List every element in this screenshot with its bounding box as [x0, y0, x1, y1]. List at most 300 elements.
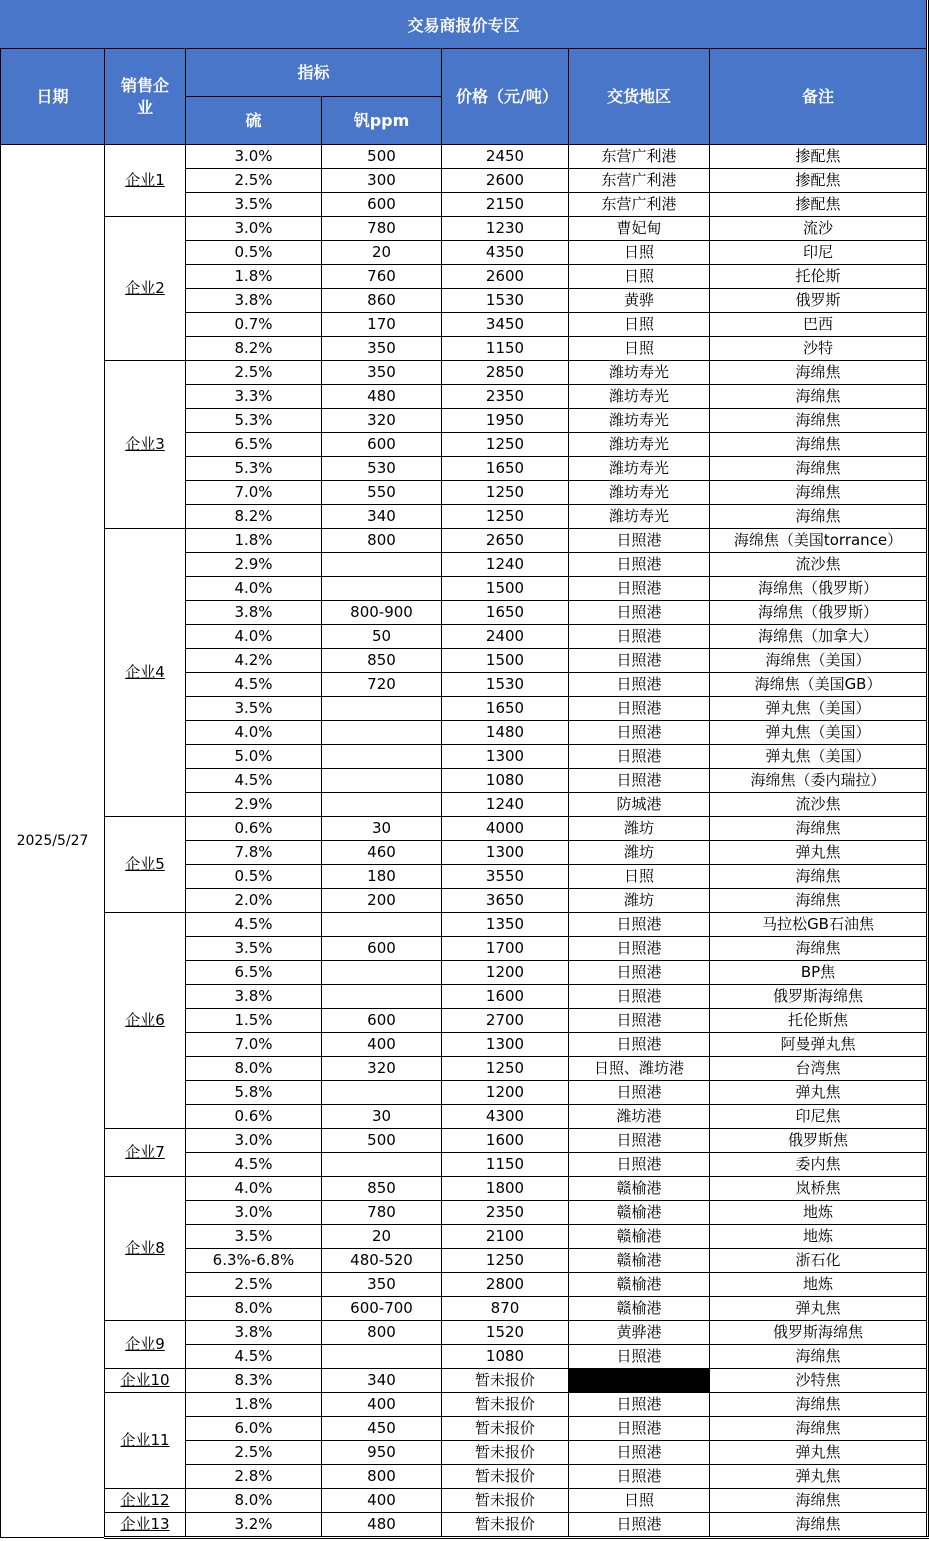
company-cell: 企业1: [105, 145, 186, 217]
sulfur-cell: 8.3%: [186, 1369, 322, 1393]
sulfur-cell: 3.0%: [186, 217, 322, 241]
price-cell: 1250: [442, 505, 569, 529]
remarks-cell: 地炼: [710, 1201, 928, 1225]
company-cell: 企业13: [105, 1513, 186, 1538]
table-row: [1, 217, 928, 241]
vanadium-cell: 800: [322, 1321, 442, 1345]
vanadium-cell: 600: [322, 937, 442, 961]
sulfur-cell: 3.8%: [186, 985, 322, 1009]
remarks-cell: 阿曼弹丸焦: [710, 1033, 928, 1057]
location-cell: 日照: [569, 337, 710, 361]
vanadium-cell: 340: [322, 1369, 442, 1393]
sulfur-cell: 1.8%: [186, 529, 322, 553]
header-company: 销售企业: [105, 49, 186, 145]
sulfur-cell: 4.0%: [186, 577, 322, 601]
vanadium-cell: 320: [322, 1057, 442, 1081]
sulfur-cell: 2.9%: [186, 553, 322, 577]
price-cell: 2600: [442, 169, 569, 193]
price-cell: 1200: [442, 1081, 569, 1105]
vanadium-cell: [322, 793, 442, 817]
location-cell: 日照港: [569, 1513, 710, 1538]
price-cell: 1240: [442, 553, 569, 577]
location-cell: 赣榆港: [569, 1225, 710, 1249]
location-cell: 日照港: [569, 1465, 710, 1489]
vanadium-cell: [322, 553, 442, 577]
table-row: [1, 1393, 928, 1417]
remarks-cell: 海绵焦: [710, 505, 928, 529]
remarks-cell: 海绵焦: [710, 1513, 928, 1538]
vanadium-cell: 860: [322, 289, 442, 313]
sulfur-cell: 3.5%: [186, 937, 322, 961]
location-cell: 日照港: [569, 745, 710, 769]
location-cell: 日照港: [569, 769, 710, 793]
price-cell: 1300: [442, 841, 569, 865]
vanadium-cell: 800: [322, 1465, 442, 1489]
remarks-cell: 岚桥焦: [710, 1177, 928, 1201]
location-cell: 潍坊寿光: [569, 505, 710, 529]
price-cell: 1480: [442, 721, 569, 745]
location-cell: 潍坊寿光: [569, 361, 710, 385]
price-cell: 4350: [442, 241, 569, 265]
location-cell: 日照港: [569, 625, 710, 649]
company-cell: 企业12: [105, 1489, 186, 1513]
location-cell: 日照港: [569, 1009, 710, 1033]
price-cell: 2650: [442, 529, 569, 553]
price-cell: 暂未报价: [442, 1513, 569, 1538]
price-cell: 1650: [442, 697, 569, 721]
remarks-cell: 海绵焦: [710, 1417, 928, 1441]
location-cell: 赣榆港: [569, 1297, 710, 1321]
location-cell: 赣榆港: [569, 1177, 710, 1201]
location-cell: 日照: [569, 1489, 710, 1513]
price-cell: 1600: [442, 985, 569, 1009]
vanadium-cell: 20: [322, 1225, 442, 1249]
sulfur-cell: 4.0%: [186, 625, 322, 649]
sulfur-cell: 8.2%: [186, 337, 322, 361]
remarks-cell: BP焦: [710, 961, 928, 985]
vanadium-cell: 350: [322, 1273, 442, 1297]
price-cell: 1800: [442, 1177, 569, 1201]
sulfur-cell: 1.8%: [186, 265, 322, 289]
location-cell: 日照港: [569, 529, 710, 553]
price-cell: 3450: [442, 313, 569, 337]
sulfur-cell: 2.5%: [186, 1441, 322, 1465]
sulfur-cell: 2.5%: [186, 361, 322, 385]
sulfur-cell: 2.5%: [186, 169, 322, 193]
vanadium-cell: 800-900: [322, 601, 442, 625]
price-cell: 4300: [442, 1105, 569, 1129]
sulfur-cell: 3.8%: [186, 289, 322, 313]
location-cell: 日照港: [569, 1417, 710, 1441]
remarks-cell: 海绵焦: [710, 433, 928, 457]
sulfur-cell: 5.3%: [186, 457, 322, 481]
vanadium-cell: 30: [322, 1105, 442, 1129]
remarks-cell: 托伦斯: [710, 265, 928, 289]
remarks-cell: 巴西: [710, 313, 928, 337]
location-cell: 日照港: [569, 721, 710, 745]
table-row: [1, 145, 928, 169]
vanadium-cell: 780: [322, 217, 442, 241]
vanadium-cell: 50: [322, 625, 442, 649]
sulfur-cell: 3.5%: [186, 1225, 322, 1249]
remarks-cell: 海绵焦（加拿大）: [710, 625, 928, 649]
location-cell: 防城港: [569, 793, 710, 817]
price-cell: 1250: [442, 1057, 569, 1081]
company-cell: 企业9: [105, 1321, 186, 1369]
location-cell: 日照港: [569, 553, 710, 577]
remarks-cell: 海绵焦（美国torrance）: [710, 529, 928, 553]
vanadium-cell: 850: [322, 1177, 442, 1201]
remarks-cell: 流沙焦: [710, 553, 928, 577]
vanadium-cell: 180: [322, 865, 442, 889]
sulfur-cell: 2.8%: [186, 1465, 322, 1489]
table-row: [1, 1177, 928, 1201]
sulfur-cell: 2.9%: [186, 793, 322, 817]
remarks-cell: 海绵焦: [710, 889, 928, 913]
vanadium-cell: 30: [322, 817, 442, 841]
company-cell: 企业6: [105, 913, 186, 1129]
remarks-cell: 海绵焦: [710, 1345, 928, 1369]
remarks-cell: 海绵焦: [710, 385, 928, 409]
price-cell: 2800: [442, 1273, 569, 1297]
location-cell: 日照港: [569, 913, 710, 937]
location-cell: 日照港: [569, 1033, 710, 1057]
vanadium-cell: 170: [322, 313, 442, 337]
location-cell: 黄骅: [569, 289, 710, 313]
location-cell: 日照: [569, 241, 710, 265]
header-location: 交货地区: [569, 49, 710, 145]
vanadium-cell: 480-520: [322, 1249, 442, 1273]
remarks-cell: 海绵焦: [710, 481, 928, 505]
location-cell: 日照: [569, 313, 710, 337]
remarks-cell: 浙石化: [710, 1249, 928, 1273]
price-cell: 1600: [442, 1129, 569, 1153]
sulfur-cell: 7.0%: [186, 1033, 322, 1057]
location-cell: 潍坊寿光: [569, 457, 710, 481]
price-cell: 1300: [442, 1033, 569, 1057]
sulfur-cell: 0.5%: [186, 865, 322, 889]
price-cell: 1200: [442, 961, 569, 985]
location-cell: 日照港: [569, 577, 710, 601]
location-cell: 曹妃甸: [569, 217, 710, 241]
price-cell: 1650: [442, 457, 569, 481]
vanadium-cell: 600: [322, 1009, 442, 1033]
vanadium-cell: 320: [322, 409, 442, 433]
location-cell: 日照: [569, 865, 710, 889]
price-cell: 1650: [442, 601, 569, 625]
vanadium-cell: [322, 745, 442, 769]
remarks-cell: 弹丸焦（美国）: [710, 697, 928, 721]
location-cell: 东营广利港: [569, 169, 710, 193]
sulfur-cell: 4.5%: [186, 913, 322, 937]
remarks-cell: 俄罗斯焦: [710, 1129, 928, 1153]
header-price: 价格（元/吨）: [442, 49, 569, 145]
vanadium-cell: 350: [322, 361, 442, 385]
company-cell: 企业7: [105, 1129, 186, 1177]
remarks-cell: 海绵焦（俄罗斯）: [710, 601, 928, 625]
location-cell-redacted: [569, 1369, 710, 1393]
sulfur-cell: 8.2%: [186, 505, 322, 529]
remarks-cell: 弹丸焦（美国）: [710, 721, 928, 745]
sulfur-cell: 0.6%: [186, 1105, 322, 1129]
vanadium-cell: 950: [322, 1441, 442, 1465]
remarks-cell: 海绵焦: [710, 409, 928, 433]
header-date: 日期: [1, 49, 105, 145]
remarks-cell: 弹丸焦: [710, 1465, 928, 1489]
vanadium-cell: [322, 721, 442, 745]
table-row: [1, 913, 928, 937]
remarks-cell: 流沙: [710, 217, 928, 241]
location-cell: 潍坊: [569, 817, 710, 841]
price-cell: 2100: [442, 1225, 569, 1249]
price-cell: 1500: [442, 649, 569, 673]
company-cell: 企业2: [105, 217, 186, 361]
location-cell: 日照港: [569, 985, 710, 1009]
sulfur-cell: 4.0%: [186, 1177, 322, 1201]
price-cell: 暂未报价: [442, 1369, 569, 1393]
vanadium-cell: 500: [322, 1129, 442, 1153]
sulfur-cell: 8.0%: [186, 1057, 322, 1081]
price-cell: 2700: [442, 1009, 569, 1033]
remarks-cell: 地炼: [710, 1225, 928, 1249]
date-cell: 2025/5/27: [1, 145, 105, 1538]
sulfur-cell: 6.5%: [186, 433, 322, 457]
remarks-cell: 海绵焦（委内瑞拉）: [710, 769, 928, 793]
company-cell: 企业10: [105, 1369, 186, 1393]
vanadium-cell: 760: [322, 265, 442, 289]
sulfur-cell: 7.8%: [186, 841, 322, 865]
remarks-cell: 沙特: [710, 337, 928, 361]
header-indicator: 指标: [186, 49, 442, 97]
location-cell: 黄骅港: [569, 1321, 710, 1345]
price-cell: 1150: [442, 337, 569, 361]
location-cell: 日照港: [569, 937, 710, 961]
price-cell: 2400: [442, 625, 569, 649]
vanadium-cell: 350: [322, 337, 442, 361]
remarks-cell: 台湾焦: [710, 1057, 928, 1081]
remarks-cell: 弹丸焦: [710, 1441, 928, 1465]
vanadium-cell: 460: [322, 841, 442, 865]
location-cell: 日照港: [569, 961, 710, 985]
location-cell: 日照港: [569, 1345, 710, 1369]
price-cell: 1240: [442, 793, 569, 817]
remarks-cell: 弹丸焦: [710, 841, 928, 865]
remarks-cell: 印尼焦: [710, 1105, 928, 1129]
remarks-cell: 海绵焦（俄罗斯）: [710, 577, 928, 601]
vanadium-cell: 450: [322, 1417, 442, 1441]
price-cell: 870: [442, 1297, 569, 1321]
vanadium-cell: 530: [322, 457, 442, 481]
location-cell: 日照、潍坊港: [569, 1057, 710, 1081]
table-row: [1, 1489, 928, 1513]
vanadium-cell: [322, 697, 442, 721]
sulfur-cell: 4.5%: [186, 1153, 322, 1177]
sulfur-cell: 2.0%: [186, 889, 322, 913]
price-cell: 暂未报价: [442, 1417, 569, 1441]
location-cell: 日照: [569, 265, 710, 289]
remarks-cell: 弹丸焦: [710, 1081, 928, 1105]
sulfur-cell: 3.3%: [186, 385, 322, 409]
sulfur-cell: 5.0%: [186, 745, 322, 769]
table-row: [1, 361, 928, 385]
table-body: [1, 145, 928, 1538]
sulfur-cell: 8.0%: [186, 1489, 322, 1513]
vanadium-cell: [322, 985, 442, 1009]
remarks-cell: 海绵焦: [710, 1393, 928, 1417]
sulfur-cell: 3.0%: [186, 1201, 322, 1225]
remarks-cell: 弹丸焦（美国）: [710, 745, 928, 769]
location-cell: 潍坊: [569, 889, 710, 913]
price-cell: 3550: [442, 865, 569, 889]
sulfur-cell: 4.2%: [186, 649, 322, 673]
price-cell: 2450: [442, 145, 569, 169]
remarks-cell: 海绵焦: [710, 361, 928, 385]
location-cell: 日照港: [569, 673, 710, 697]
location-cell: 日照港: [569, 601, 710, 625]
company-cell: 企业3: [105, 361, 186, 529]
location-cell: 日照港: [569, 1441, 710, 1465]
location-cell: 日照港: [569, 649, 710, 673]
price-cell: 1250: [442, 481, 569, 505]
company-cell: 企业5: [105, 817, 186, 913]
remarks-cell: 马拉松GB石油焦: [710, 913, 928, 937]
vanadium-cell: 400: [322, 1489, 442, 1513]
vanadium-cell: 400: [322, 1033, 442, 1057]
sulfur-cell: 6.5%: [186, 961, 322, 985]
vanadium-cell: [322, 1081, 442, 1105]
vanadium-cell: [322, 1345, 442, 1369]
location-cell: 潍坊寿光: [569, 433, 710, 457]
price-cell: 1250: [442, 433, 569, 457]
location-cell: 日照港: [569, 1081, 710, 1105]
sulfur-cell: 8.0%: [186, 1297, 322, 1321]
location-cell: 东营广利港: [569, 145, 710, 169]
remarks-cell: 俄罗斯海绵焦: [710, 985, 928, 1009]
location-cell: 潍坊: [569, 841, 710, 865]
company-cell: 企业11: [105, 1393, 186, 1489]
table-row: [1, 817, 928, 841]
price-cell: 1520: [442, 1321, 569, 1345]
vanadium-cell: 780: [322, 1201, 442, 1225]
sulfur-cell: 3.5%: [186, 697, 322, 721]
sulfur-cell: 3.0%: [186, 1129, 322, 1153]
vanadium-cell: [322, 577, 442, 601]
sulfur-cell: 3.0%: [186, 145, 322, 169]
vanadium-cell: 800: [322, 529, 442, 553]
vanadium-cell: [322, 769, 442, 793]
price-cell: 2350: [442, 385, 569, 409]
sulfur-cell: 4.5%: [186, 673, 322, 697]
sulfur-cell: 3.8%: [186, 601, 322, 625]
vanadium-cell: 850: [322, 649, 442, 673]
remarks-cell: 海绵焦: [710, 457, 928, 481]
price-cell: 3650: [442, 889, 569, 913]
sulfur-cell: 4.0%: [186, 721, 322, 745]
vanadium-cell: 300: [322, 169, 442, 193]
vanadium-cell: [322, 913, 442, 937]
vanadium-cell: 200: [322, 889, 442, 913]
price-cell: 1950: [442, 409, 569, 433]
location-cell: 东营广利港: [569, 193, 710, 217]
sulfur-cell: 6.0%: [186, 1417, 322, 1441]
price-cell: 1080: [442, 1345, 569, 1369]
price-cell: 1530: [442, 289, 569, 313]
price-cell: 2850: [442, 361, 569, 385]
sulfur-cell: 1.8%: [186, 1393, 322, 1417]
price-cell: 2150: [442, 193, 569, 217]
remarks-cell: 流沙焦: [710, 793, 928, 817]
price-cell: 暂未报价: [442, 1489, 569, 1513]
location-cell: 赣榆港: [569, 1201, 710, 1225]
remarks-cell: 俄罗斯: [710, 289, 928, 313]
remarks-cell: 海绵焦（美国）: [710, 649, 928, 673]
price-cell: 1230: [442, 217, 569, 241]
remarks-cell: 俄罗斯海绵焦: [710, 1321, 928, 1345]
price-cell: 1500: [442, 577, 569, 601]
price-cell: 暂未报价: [442, 1441, 569, 1465]
location-cell: 日照港: [569, 1153, 710, 1177]
vanadium-cell: 600: [322, 433, 442, 457]
remarks-cell: 掺配焦: [710, 169, 928, 193]
price-cell: 2350: [442, 1201, 569, 1225]
vanadium-cell: 480: [322, 1513, 442, 1538]
location-cell: 潍坊港: [569, 1105, 710, 1129]
remarks-cell: 掺配焦: [710, 145, 928, 169]
remarks-cell: 沙特焦: [710, 1369, 928, 1393]
sulfur-cell: 5.3%: [186, 409, 322, 433]
header-sulfur: 硫: [186, 97, 322, 145]
sulfur-cell: 1.5%: [186, 1009, 322, 1033]
vanadium-cell: 340: [322, 505, 442, 529]
remarks-cell: 印尼: [710, 241, 928, 265]
location-cell: 日照港: [569, 697, 710, 721]
sulfur-cell: 0.5%: [186, 241, 322, 265]
company-cell: 企业4: [105, 529, 186, 817]
sulfur-cell: 6.3%-6.8%: [186, 1249, 322, 1273]
table-row: [1, 1369, 928, 1393]
vanadium-cell: 20: [322, 241, 442, 265]
vanadium-cell: 400: [322, 1393, 442, 1417]
vanadium-cell: 480: [322, 385, 442, 409]
sulfur-cell: 0.7%: [186, 313, 322, 337]
remarks-cell: 海绵焦: [710, 817, 928, 841]
table-row: [1, 1129, 928, 1153]
vanadium-cell: [322, 1153, 442, 1177]
vanadium-cell: 600-700: [322, 1297, 442, 1321]
table-row: [1, 1513, 928, 1538]
remarks-cell: 海绵焦: [710, 1489, 928, 1513]
remarks-cell: 海绵焦: [710, 865, 928, 889]
sulfur-cell: 3.8%: [186, 1321, 322, 1345]
price-cell: 暂未报价: [442, 1465, 569, 1489]
sulfur-cell: 2.5%: [186, 1273, 322, 1297]
remarks-cell: 委内焦: [710, 1153, 928, 1177]
location-cell: 潍坊寿光: [569, 385, 710, 409]
remarks-cell: 地炼: [710, 1273, 928, 1297]
sulfur-cell: 7.0%: [186, 481, 322, 505]
price-cell: 暂未报价: [442, 1393, 569, 1417]
price-cell: 2600: [442, 265, 569, 289]
price-cell: 1250: [442, 1249, 569, 1273]
table-title: 交易商报价专区: [1, 1, 928, 49]
price-cell: 1300: [442, 745, 569, 769]
remarks-cell: 托伦斯焦: [710, 1009, 928, 1033]
remarks-cell: 弹丸焦: [710, 1297, 928, 1321]
price-cell: 1530: [442, 673, 569, 697]
sulfur-cell: 0.6%: [186, 817, 322, 841]
sulfur-cell: 3.5%: [186, 193, 322, 217]
remarks-cell: 海绵焦: [710, 937, 928, 961]
